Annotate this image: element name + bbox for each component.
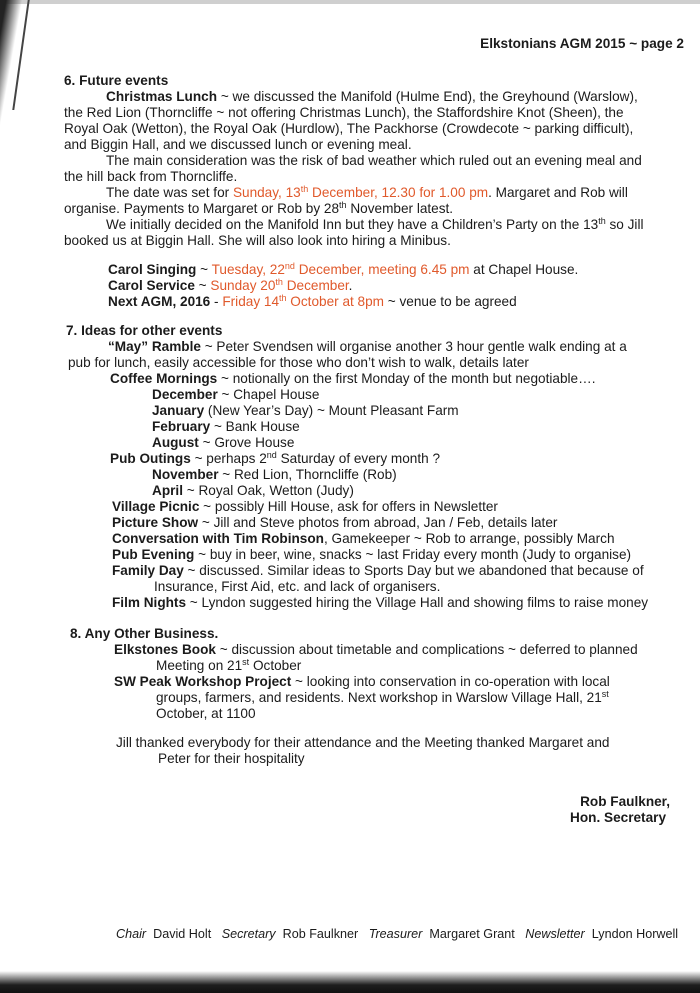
coffee-item bbox=[152, 419, 300, 435]
idea-title: Picture Show bbox=[112, 515, 199, 530]
next-agm-sep: - bbox=[210, 294, 223, 309]
section-6-heading: 6. Future events bbox=[64, 73, 169, 88]
carol-singing-venue: at Chapel House. bbox=[469, 262, 579, 277]
consideration-line-2: the hill back from Thorncliffe. bbox=[64, 169, 238, 184]
carol-singing-day: Tuesday, 22 bbox=[211, 262, 285, 277]
family-day-line-1 bbox=[112, 563, 644, 579]
idea-title: Pub Evening bbox=[112, 547, 195, 562]
idea-text: ~ possibly Hill House, ask for offers in Newsletter bbox=[199, 499, 498, 514]
pub-item-month: April bbox=[152, 483, 183, 498]
biggin-line: booked us at Biggin Hall. She will also look into hiring a Minibus. bbox=[64, 233, 451, 248]
elkstones-book-month: October bbox=[249, 658, 302, 673]
carol-service-date bbox=[210, 278, 348, 293]
treasurer-label: Treasurer bbox=[368, 927, 423, 941]
elkstones-book-meeting: Meeting on 21 bbox=[156, 658, 243, 673]
scan-bottom-edge bbox=[0, 971, 700, 993]
christmas-lunch-title: Christmas Lunch bbox=[106, 89, 218, 104]
idea-item bbox=[112, 547, 631, 563]
next-agm-day: Friday 14 bbox=[222, 294, 280, 309]
next-agm-venue: ~ venue to be agreed bbox=[384, 294, 517, 309]
pub-outings-text: ~ perhaps 2 bbox=[190, 451, 267, 466]
officers-footer bbox=[116, 926, 678, 942]
coffee-item-month: February bbox=[152, 419, 211, 434]
coffee-item-text: (New Year’s Day) ~ Mount Pleasant Farm bbox=[204, 403, 459, 418]
christmas-lunch-text: ~ we discussed the Manifold (Hulme End), the Greyhound (Warslow), bbox=[217, 89, 638, 104]
date-suffix: . Margaret and Rob will bbox=[488, 185, 628, 200]
christmas-lunch-line-2: the Red Lion (Thorncliffe ~ not offering Christmas Lunch), the Staffordshire Knot (Sheen), the bbox=[64, 105, 624, 120]
sw-peak-sup: st bbox=[601, 689, 609, 699]
carol-service-month: December bbox=[282, 278, 349, 293]
next-agm-label: Next AGM, 2016 bbox=[108, 294, 211, 309]
idea-text: ~ Jill and Steve photos from abroad, Jan / Feb, details later bbox=[198, 515, 558, 530]
newsletter-label: Newsletter bbox=[525, 927, 585, 941]
pub-item-month: November bbox=[152, 467, 219, 482]
idea-item bbox=[112, 515, 557, 531]
elkstones-book-line-1 bbox=[114, 642, 638, 658]
sw-peak-groups: groups, farmers, and residents. Next workshop in Warslow Village Hall, 21 bbox=[156, 690, 602, 705]
idea-item bbox=[112, 531, 615, 547]
christmas-lunch-line-1 bbox=[106, 89, 638, 105]
sw-peak-line-2 bbox=[156, 690, 609, 706]
signature-name: Rob Faulkner, bbox=[580, 794, 670, 809]
sw-peak-line-3: October, at 1100 bbox=[156, 706, 256, 721]
carol-service-end: . bbox=[348, 278, 353, 293]
coffee-item-text: ~ Grove House bbox=[198, 435, 295, 450]
page-header: Elkstonians AGM 2015 ~ page 2 bbox=[480, 36, 684, 51]
section-7-heading: 7. Ideas for other events bbox=[66, 323, 223, 338]
christmas-lunch-line-3: Royal Oak (Wetton), the Royal Oak (Hurdlow), The Packhorse (Crowdecote ~ parking difficult), bbox=[64, 121, 634, 136]
lunch-date-day: Sunday, 13 bbox=[232, 185, 301, 200]
scan-top-edge bbox=[0, 0, 700, 4]
chair-name: David Holt bbox=[153, 927, 212, 941]
elkstones-book-line-2 bbox=[156, 658, 301, 674]
manifold-sup: th bbox=[598, 216, 606, 226]
film-nights-title: Film Nights bbox=[112, 595, 187, 610]
coffee-mornings-title: Coffee Mornings bbox=[110, 371, 218, 386]
idea-title: Conversation with Tim Robinson bbox=[112, 531, 324, 546]
chair-label: Chair bbox=[116, 927, 147, 941]
carol-service-line bbox=[108, 278, 352, 294]
coffee-item-text: ~ Bank House bbox=[210, 419, 300, 434]
secretary-name: Rob Faulkner bbox=[282, 927, 359, 941]
pub-item-text: ~ Royal Oak, Wetton (Judy) bbox=[182, 483, 354, 498]
idea-item bbox=[112, 499, 498, 515]
coffee-item bbox=[152, 435, 294, 451]
next-agm-line bbox=[108, 294, 517, 310]
manifold-rest: so Jill bbox=[605, 217, 644, 232]
carol-service-sup: th bbox=[275, 277, 283, 287]
coffee-item-month: January bbox=[152, 403, 205, 418]
may-ramble-title: “May” Ramble bbox=[108, 339, 201, 354]
pub-outings-title: Pub Outings bbox=[110, 451, 191, 466]
lunch-date bbox=[233, 185, 488, 200]
coffee-item bbox=[152, 403, 459, 419]
manifold-line bbox=[106, 217, 644, 233]
elkstones-book-title: Elkstones Book bbox=[114, 642, 216, 657]
carol-singing-label: Carol Singing bbox=[108, 262, 197, 277]
thanks-line-2: Peter for their hospitality bbox=[158, 751, 305, 766]
carol-service-sep: ~ bbox=[194, 278, 211, 293]
thanks-line-1: Jill thanked everybody for their attendance and the Meeting thanked Margaret and bbox=[116, 735, 610, 750]
next-agm-sup: th bbox=[279, 293, 287, 303]
newsletter-name: Lyndon Horwell bbox=[591, 927, 679, 941]
section-8-heading: 8. Any Other Business. bbox=[70, 626, 219, 641]
christmas-lunch-line-4: and Biggin Hall, and we discussed lunch or evening meal. bbox=[64, 137, 412, 152]
carol-singing-line bbox=[108, 262, 578, 278]
may-ramble-line-2: pub for lunch, easily accessible for those who don’t wish to walk, details later bbox=[68, 355, 529, 370]
payment-sup: th bbox=[339, 200, 347, 210]
date-prefix: The date was set for bbox=[106, 185, 233, 200]
carol-service-day: Sunday 20 bbox=[210, 278, 276, 293]
lunch-date-rest: December, 12.30 for 1.00 pm bbox=[308, 185, 489, 200]
sw-peak-line-1 bbox=[114, 674, 610, 690]
manifold-text: We initially decided on the Manifold Inn but they have a Children’s Party on the 13 bbox=[106, 217, 599, 232]
family-day-line-2: Insurance, First Aid, etc. and lack of organisers. bbox=[154, 579, 441, 594]
coffee-item-text: ~ Chapel House bbox=[217, 387, 320, 402]
coffee-item-month: December bbox=[152, 387, 218, 402]
coffee-item bbox=[152, 387, 319, 403]
coffee-item-month: August bbox=[152, 435, 199, 450]
sw-peak-title: SW Peak Workshop Project bbox=[114, 674, 292, 689]
scan-left-edge bbox=[0, 0, 26, 993]
next-agm-date bbox=[222, 294, 384, 309]
film-nights-line bbox=[112, 595, 648, 611]
pub-outings-rest: Saturday of every month ? bbox=[276, 451, 441, 466]
payment-rest: November latest. bbox=[346, 201, 454, 216]
family-day-title: Family Day bbox=[112, 563, 184, 578]
consideration-line-1: The main consideration was the risk of bad weather which ruled out an evening meal and bbox=[106, 153, 642, 168]
next-agm-time: October at 8pm bbox=[286, 294, 384, 309]
pub-item bbox=[152, 467, 397, 483]
may-ramble-text: ~ Peter Svendsen will organise another 3 hour gentle walk ending at a bbox=[200, 339, 627, 354]
pub-outings-line bbox=[110, 451, 440, 467]
elkstones-book-text: ~ discussion about timetable and complications ~ deferred to planned bbox=[215, 642, 638, 657]
coffee-mornings-line bbox=[110, 371, 595, 387]
payment-line bbox=[64, 201, 453, 217]
signature-role: Hon. Secretary bbox=[570, 810, 666, 825]
carol-singing-time: December, meeting 6.45 pm bbox=[294, 262, 470, 277]
film-nights-text: ~ Lyndon suggested hiring the Village Hall and showing films to raise money bbox=[186, 595, 649, 610]
pub-item bbox=[152, 483, 354, 499]
lunch-date-sup: th bbox=[300, 184, 309, 194]
idea-text: ~ buy in beer, wine, snacks ~ last Friday every month (Judy to organise) bbox=[194, 547, 632, 562]
family-day-text: ~ discussed. Similar ideas to Sports Day but we abandoned that because of bbox=[183, 563, 644, 578]
secretary-label: Secretary bbox=[221, 927, 276, 941]
may-ramble-line-1 bbox=[108, 339, 627, 355]
carol-singing-sup: nd bbox=[284, 261, 295, 271]
elkstones-book-sup: st bbox=[242, 657, 250, 667]
date-line bbox=[106, 185, 628, 201]
sw-peak-text: ~ looking into conservation in co-operation with local bbox=[291, 674, 610, 689]
carol-singing-date bbox=[212, 262, 470, 277]
payment-text: organise. Payments to Margaret or Rob by 28 bbox=[64, 201, 340, 216]
carol-singing-sep: ~ bbox=[196, 262, 212, 277]
idea-title: Village Picnic bbox=[112, 499, 200, 514]
pub-item-text: ~ Red Lion, Thorncliffe (Rob) bbox=[218, 467, 397, 482]
carol-service-label: Carol Service bbox=[108, 278, 195, 293]
idea-text: , Gamekeeper ~ Rob to arrange, possibly March bbox=[323, 531, 615, 546]
pub-outings-sup: nd bbox=[266, 450, 277, 460]
treasurer-name: Margaret Grant bbox=[429, 927, 515, 941]
coffee-mornings-text: ~ notionally on the first Monday of the month but negotiable…. bbox=[217, 371, 596, 386]
